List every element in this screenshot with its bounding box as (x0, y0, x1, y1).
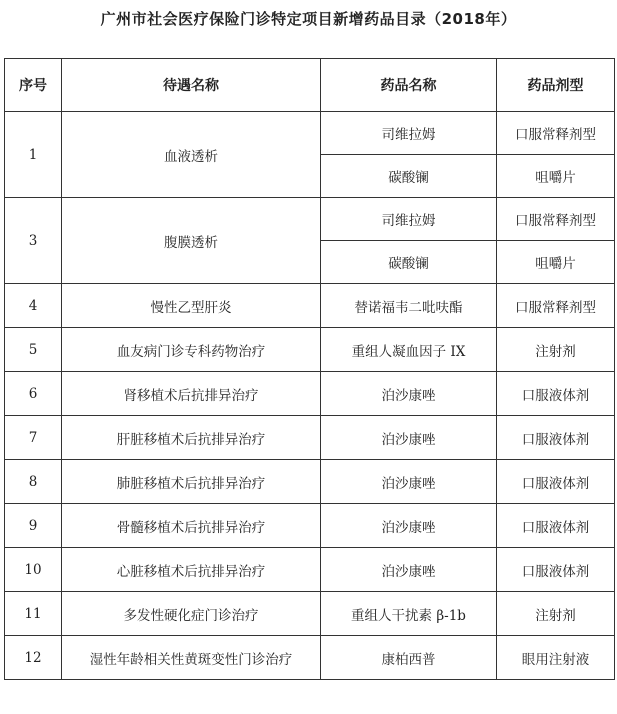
treatment-name-cell: 慢性乙型肝炎 (62, 284, 321, 328)
table-row (5, 284, 615, 328)
drug-name-cell: 泊沙康唑 (321, 504, 497, 548)
treatment-name-cell: 多发性硬化症门诊治疗 (62, 592, 321, 636)
header-drug-name: 药品名称 (321, 59, 497, 112)
table-row (5, 592, 615, 636)
dosage-form-cell: 注射剂 (497, 328, 615, 372)
drug-name-cell: 司维拉姆 (321, 198, 497, 241)
drug-name-cell: 泊沙康唑 (321, 460, 497, 504)
table-row (5, 198, 615, 241)
treatment-name-cell: 心脏移植术后抗排异治疗 (62, 548, 321, 592)
dosage-form-cell: 口服常释剂型 (497, 112, 615, 155)
dosage-form-cell: 口服常释剂型 (497, 284, 615, 328)
serial-number-cell: 4 (5, 284, 62, 328)
drug-name-cell: 泊沙康唑 (321, 548, 497, 592)
table-row (5, 548, 615, 592)
dosage-form-cell: 口服液体剂 (497, 548, 615, 592)
drug-name-cell: 司维拉姆 (321, 112, 497, 155)
drug-catalog-table (4, 58, 615, 680)
header-treatment-name: 待遇名称 (62, 59, 321, 112)
drug-name-cell: 重组人凝血因子 IX (321, 328, 497, 372)
header-serial-number: 序号 (5, 59, 62, 112)
dosage-form-cell: 咀嚼片 (497, 155, 615, 198)
table-row (5, 416, 615, 460)
treatment-name-cell: 肾移植术后抗排异治疗 (62, 372, 321, 416)
treatment-name-cell: 湿性年龄相关性黄斑变性门诊治疗 (62, 636, 321, 680)
document-title: 广州市社会医疗保险门诊特定项目新增药品目录（2018年） (100, 10, 517, 28)
drug-name-cell: 泊沙康唑 (321, 372, 497, 416)
dosage-form-cell: 口服液体剂 (497, 416, 615, 460)
serial-number-cell: 7 (5, 416, 62, 460)
dosage-form-cell: 注射剂 (497, 592, 615, 636)
serial-number-cell: 5 (5, 328, 62, 372)
treatment-name-cell: 肺脏移植术后抗排异治疗 (62, 460, 321, 504)
dosage-form-cell: 口服液体剂 (497, 504, 615, 548)
serial-number-cell: 11 (5, 592, 62, 636)
treatment-name-cell: 血友病门诊专科药物治疗 (62, 328, 321, 372)
table-row (5, 504, 615, 548)
drug-name-cell: 重组人干扰素 β-1b (321, 592, 497, 636)
drug-name-cell: 康柏西普 (321, 636, 497, 680)
serial-number-cell: 8 (5, 460, 62, 504)
serial-number-cell: 6 (5, 372, 62, 416)
dosage-form-cell: 咀嚼片 (497, 241, 615, 284)
header-row (5, 59, 615, 112)
dosage-form-cell: 口服液体剂 (497, 460, 615, 504)
treatment-name-cell: 腹膜透析 (62, 198, 321, 284)
table-row (5, 636, 615, 680)
drug-name-cell: 碳酸镧 (321, 155, 497, 198)
treatment-name-cell: 血液透析 (62, 112, 321, 198)
serial-number-cell: 10 (5, 548, 62, 592)
drug-name-cell: 泊沙康唑 (321, 416, 497, 460)
table-row (5, 328, 615, 372)
table-header (5, 59, 615, 112)
serial-number-cell: 1 (5, 112, 62, 198)
dosage-form-cell: 眼用注射液 (497, 636, 615, 680)
serial-number-cell: 12 (5, 636, 62, 680)
header-dosage-form: 药品剂型 (497, 59, 615, 112)
serial-number-cell: 9 (5, 504, 62, 548)
table-body (5, 112, 615, 680)
drug-name-cell: 替诺福韦二吡呋酯 (321, 284, 497, 328)
table-row (5, 372, 615, 416)
drug-name-cell: 碳酸镧 (321, 241, 497, 284)
dosage-form-cell: 口服液体剂 (497, 372, 615, 416)
dosage-form-cell: 口服常释剂型 (497, 198, 615, 241)
treatment-name-cell: 肝脏移植术后抗排异治疗 (62, 416, 321, 460)
table-row (5, 460, 615, 504)
treatment-name-cell: 骨髓移植术后抗排异治疗 (62, 504, 321, 548)
serial-number-cell: 3 (5, 198, 62, 284)
table-row (5, 112, 615, 155)
